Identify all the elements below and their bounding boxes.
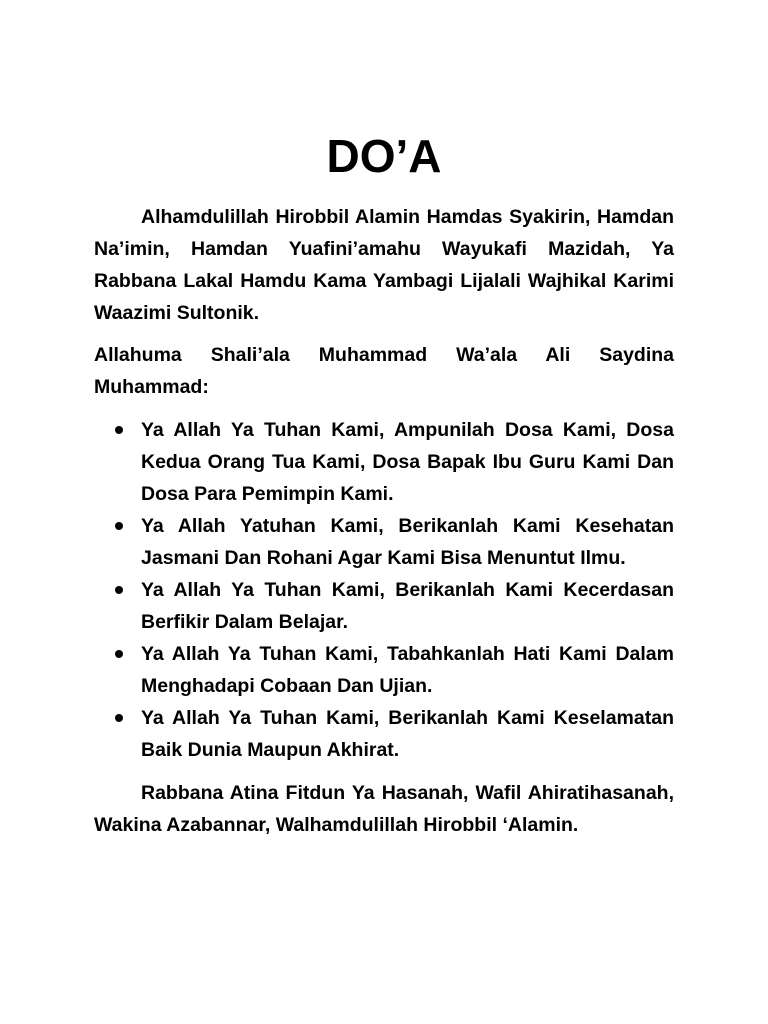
- bullet-dot-icon: [115, 714, 123, 722]
- bullet-dot-icon: [115, 650, 123, 658]
- prayer-text: Ya Allah Ya Tuhan Kami, Berikanlah Kami Keselamatan Baik Dunia Maupun Akhirat.: [141, 707, 674, 761]
- closing-paragraph: Rabbana Atina Fitdun Ya Hasanah, Wafil Ahiratihasanah, Wakina Azabannar, Walhamdulillah Hirobbil ‘Alamin.: [94, 782, 674, 836]
- prayer-text: Ya Allah Ya Tuhan Kami, Tabahkanlah Hati Kami Dalam Menghadapi Cobaan Dan Ujian.: [141, 643, 674, 697]
- bullet-dot-icon: [115, 586, 123, 594]
- document-title: DO’A: [326, 130, 442, 182]
- prayer-list-item: [141, 638, 674, 702]
- prayer-text: Ya Allah Ya Tuhan Kami, Berikanlah Kami Kecerdasan Berfikir Dalam Belajar.: [141, 579, 674, 633]
- prayer-list-item: [141, 510, 674, 574]
- prayer-text: Ya Allah Yatuhan Kami, Berikanlah Kami Kesehatan Jasmani Dan Rohani Agar Kami Bisa Menuntut Ilmu.: [141, 515, 674, 569]
- bullet-dot-icon: [115, 522, 123, 530]
- prayer-list-item: [141, 574, 674, 638]
- bullet-dot-icon: [115, 426, 123, 434]
- prayer-text: Ya Allah Ya Tuhan Kami, Ampunilah Dosa Kami, Dosa Kedua Orang Tua Kami, Dosa Bapak Ibu Guru Kami Dan Dosa Para Pemimpin Kami.: [141, 419, 674, 505]
- prayer-list: [94, 414, 674, 766]
- prayer-list-item: [141, 414, 674, 510]
- opening-paragraph: Alhamdulillah Hirobbil Alamin Hamdas Syakirin, Hamdan Na’imin, Hamdan Yuafini’amahu Wayukafi Mazidah, Ya Rabbana Lakal Hamdu Kama Yambagi Lijalali Wajhikal Karimi Waazimi Sultonik.: [94, 206, 674, 324]
- shalawat-paragraph: Allahuma Shali’ala Muhammad Wa’ala Ali Saydina Muhammad:: [94, 344, 674, 398]
- prayer-list-item: [141, 702, 674, 766]
- document-body: [94, 201, 674, 841]
